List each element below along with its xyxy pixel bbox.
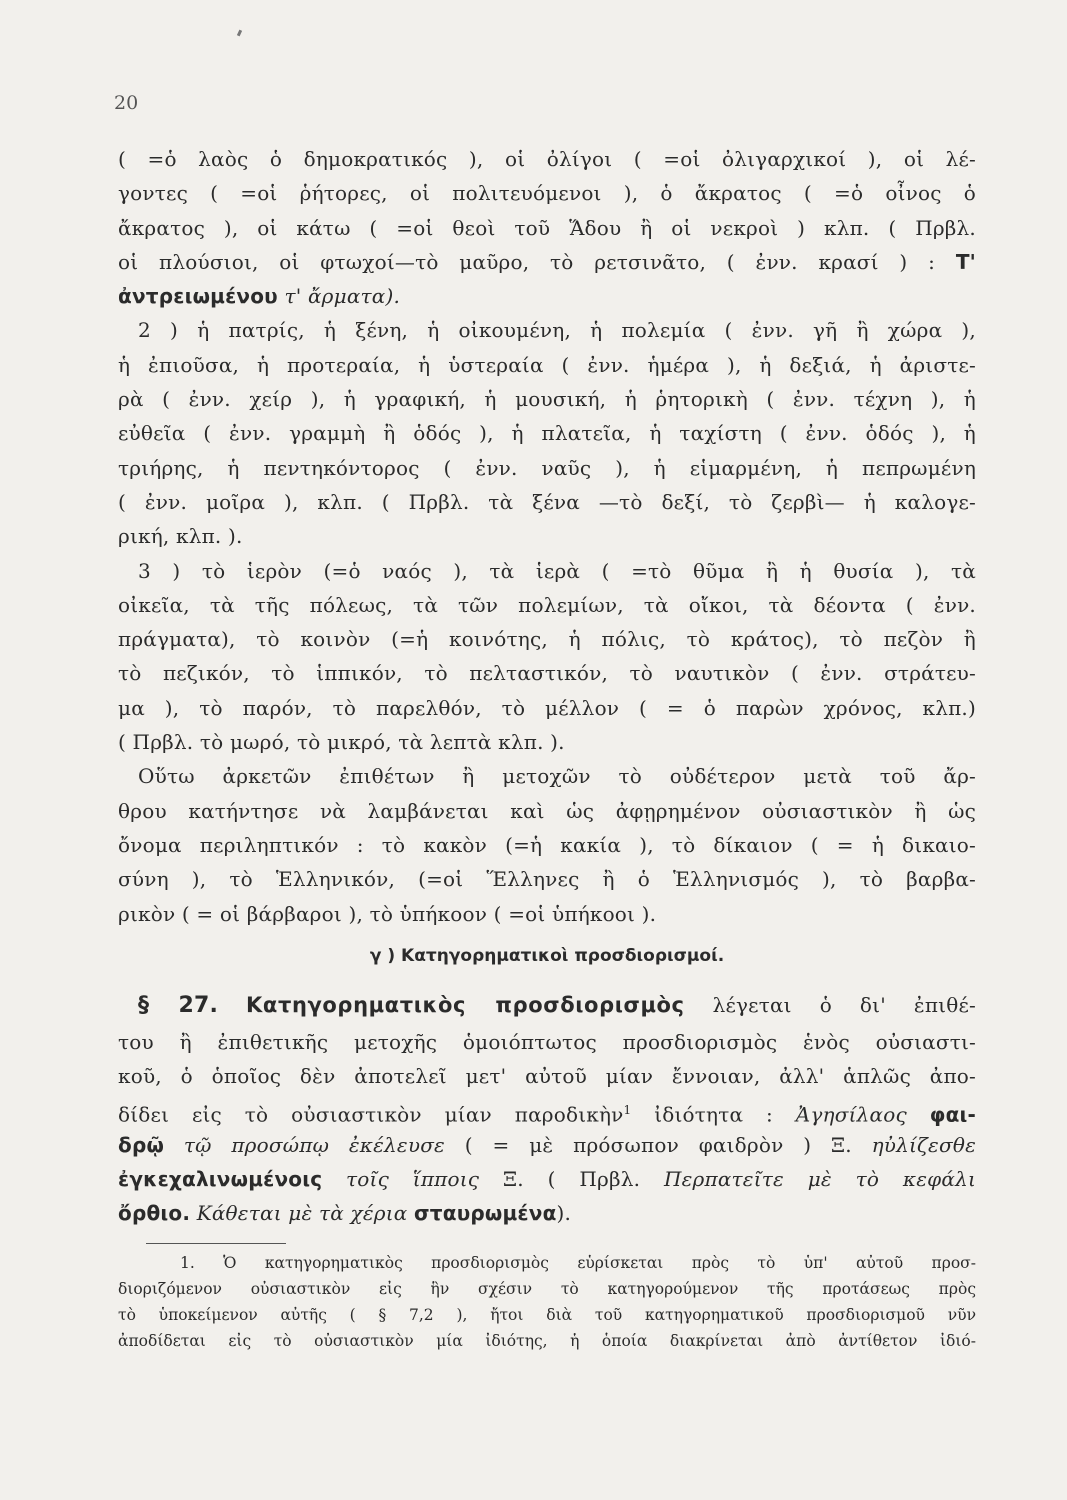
text-line [118, 1128, 976, 1162]
text-line: ἄκρατος ), οἱ κάτω ( =οἱ θεοὶ τοῦ Ἅδου ἢ οἱ νεκροὶ ) κλπ. ( Πρβλ. [118, 215, 976, 240]
bold-text: φαι- [929, 1103, 976, 1128]
section-number: § 27. [138, 992, 219, 1018]
footnote-marker: 1 [623, 1103, 632, 1118]
bold-text: Τ' [955, 249, 976, 274]
text-span: ἰδιότητα : [631, 1103, 796, 1128]
footnote-divider [146, 1243, 286, 1244]
subsection-heading: γ ) Κατηγορηματικοὶ προσδιορισμοί. [369, 945, 725, 966]
text-line: ρική, κλπ. ). [118, 524, 243, 549]
section-line [118, 985, 976, 1025]
bold-text: ὄρθιο. [118, 1201, 191, 1226]
italic-text: τοῖς ἵπποις [346, 1167, 480, 1192]
text-span: Ξ. ( Πρβλ. [502, 1167, 641, 1192]
text-line: τριήρης, ἡ πεντηκόντορος ( ἐνν. ναῦς ), ἡ εἱμαρμένη, ἡ πεπρωμένη [118, 455, 976, 480]
footnote-line: 1. Ὁ κατηγορηματικὸς προσδιορισμὸς εὑρίσκεται πρὸς τὸ ὑπ' αὐτοῦ προσ- [180, 1253, 976, 1272]
text-line: ( ἐνν. μοῖρα ), κλπ. ( Πρβλ. τὰ ξένα —τὸ δεξί, τὸ ζερβὶ— ἡ καλογε- [118, 489, 976, 514]
text-span: λέγεται ὁ δι' ἐπιθέ- [712, 992, 976, 1017]
italic-text: ηὐλίζεσθε [871, 1132, 976, 1157]
text-line: ( Πρβλ. τὸ μωρό, τὸ μικρό, τὰ λεπτὰ κλπ. ). [118, 730, 565, 755]
page-body [118, 142, 976, 1354]
text-line: ὄνομα περιληπτικόν : τὸ κακὸν (=ἡ κακία ), τὸ δίκαιον ( = ἡ δικαιο- [118, 832, 976, 857]
text-span: ( = μὲ πρόσωπον φαιδρὸν ) Ξ. [464, 1132, 852, 1157]
text-span: οἱ πλούσιοι, οἱ φτωχοί—τὸ μαῦρο, τὸ ρετσινᾶτο, ( ἐνν. κρασί ) : [118, 249, 936, 274]
text-line: εὐθεῖα ( ἐνν. γραμμὴ ἢ ὁδός ), ἡ πλατεῖα, ἡ ταχίστη ( ἐνν. ὁδός ), ἡ [118, 421, 976, 446]
text-line: 3 ) τὸ ἱερὸν (=ὁ ναός ), τὰ ἱερὰ ( =τὸ θῦμα ἢ ἡ θυσία ), τὰ [138, 558, 976, 583]
italic-text: Κάθεται μὲ τὰ χέρια [196, 1201, 408, 1226]
bold-text: σταυρωμένα [414, 1201, 557, 1226]
text-line: θρου κατήντησε νὰ λαμβάνεται καὶ ὡς ἀφῃρημένον οὐσιαστικὸν ἢ ὡς [118, 798, 976, 823]
bold-text: ἀντρειωμένου [118, 284, 278, 309]
text-line [118, 279, 976, 313]
text-line: Οὕτω ἀρκετῶν ἐπιθέτων ἢ μετοχῶν τὸ οὐδέτερον μετὰ τοῦ ἄρ- [138, 764, 976, 789]
text-line: ρὰ ( ἐνν. χείρ ), ἡ γραφική, ἡ μουσική, ἡ ῥητορικὴ ( ἐνν. τέχνη ), ἡ [118, 387, 976, 412]
text-line: ἡ ἐπιοῦσα, ἡ προτεραία, ἡ ὑστεραία ( ἐνν. ἡμέρα ), ἡ δεξιά, ἡ ἀριστε- [118, 352, 976, 377]
section-title: Κατηγορηματικὸς προσδιορισμὸς [246, 992, 685, 1017]
footnote-line: ἀποδίδεται εἰς τὸ οὐσιαστικὸν μία ἰδιότης, ἡ ὁποία διακρίνεται ἀπὸ ἀντίθετον ἰδιό- [118, 1331, 976, 1350]
italic-text: Ἀγησίλαος [795, 1103, 907, 1128]
text-line: μα ), τὸ παρόν, τὸ παρελθόν, τὸ μέλλον ( = ὁ παρὼν χρόνος, κλπ.) [118, 695, 976, 720]
text-line [118, 245, 976, 279]
text-line: οἰκεῖα, τὰ τῆς πόλεως, τὰ τῶν πολεμίων, τὰ οἴκοι, τὰ δέοντα ( ἐνν. [118, 592, 976, 617]
text-line: 2 ) ἡ πατρίς, ἡ ξένη, ἡ οἰκουμένη, ἡ πολεμία ( ἐνν. γῆ ἢ χώρα ), [138, 318, 976, 343]
text-line: του ἢ ἐπιθετικῆς μετοχῆς ὁμοιόπτωτος προσδιορισμὸς ἑνὸς οὐσιαστι- [118, 1029, 976, 1054]
bold-text: ἐγκεχαλινωμένοις [118, 1167, 323, 1192]
text-line: κοῦ, ὁ ὁποῖος δὲν ἀποτελεῖ μετ' αὐτοῦ μίαν ἔννοιαν, ἀλλ' ἁπλῶς ἀπο- [118, 1064, 976, 1089]
text-line [118, 1162, 976, 1196]
text-line [118, 1093, 976, 1127]
ink-mark [237, 30, 242, 37]
text-line: σύνη ), τὸ Ἑλληνικόν, (=οἱ Ἕλληνες ἢ ὁ Ἑλληνισμός ), τὸ βαρβα- [118, 867, 976, 892]
text-span: ). [385, 284, 401, 309]
text-span: ). [556, 1201, 572, 1226]
text-line: πράγματα), τὸ κοινὸν (=ἡ κοινότης, ἡ πόλις, τὸ κράτος), τὸ πεζὸν ἢ [118, 627, 976, 652]
italic-text: τῷ προσώπῳ ἐκέλευσε [183, 1132, 445, 1157]
text-line [118, 1196, 976, 1230]
italic-text: Περπατεῖτε μὲ τὸ κεφάλι [663, 1167, 976, 1192]
text-line: ( =ὁ λαὸς ὁ δημοκρατικός ), οἱ ὀλίγοι ( =οἱ ὀλιγαρχικοί ), οἱ λέ- [118, 147, 976, 171]
text-line: ρικὸν ( = οἱ βάρβαροι ), τὸ ὑπήκοον ( =οἱ ὑπήκοοι ). [118, 901, 657, 926]
page-number: 20 [114, 92, 139, 114]
text-span: δίδει εἰς τὸ οὐσιαστικὸν μίαν παροδικὴν [118, 1103, 624, 1128]
text-line: γοντες ( =οἱ ῥήτορες, οἱ πολιτευόμενοι ), ὁ ἄκρατος ( =ὁ οἶνος ὁ [118, 181, 976, 206]
bold-text: δρῷ [118, 1132, 165, 1157]
text-line: τὸ πεζικόν, τὸ ἱππικόν, τὸ πελταστικόν, τὸ ναυτικὸν ( ἐνν. στράτευ- [118, 661, 976, 686]
italic-text: τ' ἄρματα [284, 284, 386, 309]
footnote-line: διοριζόμενον οὐσιαστικὸν εἰς ἣν σχέσιν τὸ κατηγορούμενον τῆς προτάσεως πρὸς [118, 1279, 976, 1298]
footnote-line: τὸ ὑποκείμενον αὐτῆς ( § 7,2 ), ἤτοι διὰ τοῦ κατηγορηματικοῦ προσδιορισμοῦ νῦν [118, 1305, 976, 1324]
